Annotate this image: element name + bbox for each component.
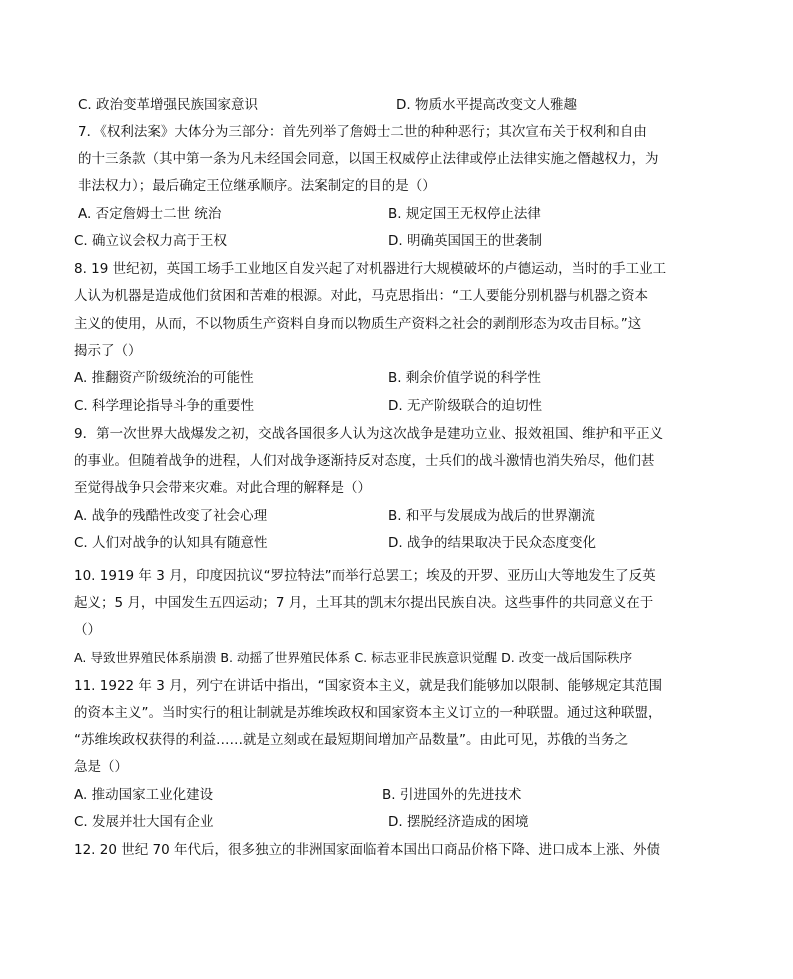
q10-stem-line-1: 10. 1919 年 3 月，印度因抗议“罗拉特法”而举行总罢工；埃及的开罗、亚历山大等地发生了反英 <box>74 568 656 584</box>
q9-stem-line-1: 9．第一次世界大战爆发之初，交战各国很多人认为这次战争是建功立业、报效祖国、维护和平正义 <box>74 426 664 442</box>
q11-option-d: D. 摆脱经济造成的困境 <box>388 814 529 830</box>
q9-option-a: A. 战争的残酷性改变了社会心理 <box>74 508 268 524</box>
q11-stem-line-2: 的资本主义”。当时实行的租让制就是苏维埃政权和国家资本主义订立的一种联盟。通过这种联盟， <box>74 705 662 721</box>
q11-option-c: C. 发展并壮大国有企业 <box>74 814 214 830</box>
q9-option-d: D. 战争的结果取决于民众态度变化 <box>388 535 596 551</box>
q11-stem-line-3: “苏维埃政权获得的利益……就是立刻或在最短期间增加产品数量”。由此可见，苏俄的当务之 <box>74 732 628 748</box>
q8-option-a: A. 推翻资产阶级统治的可能性 <box>74 370 254 386</box>
q10-stem-line-3: （） <box>74 622 101 638</box>
q7-option-c: C. 确立议会权力高于王权 <box>74 233 228 249</box>
q9-option-c: C. 人们对战争的认知具有随意性 <box>74 535 268 551</box>
q7-option-b: B. 规定国王无权停止法律 <box>388 206 541 222</box>
q9-stem-line-2: 的事业。但随着战争的进程，人们对战争逐渐持反对态度，士兵们的战斗激情也消失殆尽，他们甚 <box>74 453 655 469</box>
q6-option-c: C. 政治变革增强民族国家意识 <box>78 97 259 113</box>
q11-option-b: B. 引进国外的先进技术 <box>382 787 522 803</box>
q11-stem-line-4: 急是（） <box>74 759 128 775</box>
q7-stem-line-2: 的十三条款（其中第一条为凡未经国会同意，以国王权威停止法律或停止法律实施之僭越权力，为 <box>78 151 659 167</box>
q8-stem-line-1: 8. 19 世纪初，英国工场手工业地区自发兴起了对机器进行大规模破坏的卢德运动，当时的手工业工 <box>74 261 667 277</box>
q6-option-d: D. 物质水平提高改变文人雅趣 <box>396 97 577 113</box>
q8-stem-line-4: 揭示了（） <box>74 343 142 359</box>
q8-stem-line-2: 人认为机器是造成他们贫困和苦难的根源。对此，马克思指出：“工人要能分别机器与机器之资本 <box>74 288 648 304</box>
q11-stem-line-1: 11. 1922 年 3 月，列宁在讲话中指出，“国家资本主义，就是我们能够加以限制、能够规定其范围 <box>74 678 663 694</box>
q7-option-d: D. 明确英国国王的世袭制 <box>388 233 542 249</box>
q10-options: A. 导致世界殖民体系崩溃 B. 动摇了世界殖民体系 C. 标志亚非民族意识觉醒 D. 改变一战后国际秩序 <box>74 650 633 665</box>
q7-option-a: A. 否定詹姆士二世 统治 <box>78 206 222 222</box>
q9-option-b: B. 和平与发展成为战后的世界潮流 <box>388 508 595 524</box>
q8-stem-line-3: 主义的使用，从而，不以物质生产资料自身而以物质生产资料之社会的剥削形态为攻击目标。”这 <box>74 316 642 332</box>
q10-stem-line-2: 起义；5 月，中国发生五四运动；7 月，土耳其的凯末尔提出民族自决。这些事件的共同意义在于 <box>74 595 654 611</box>
q12-stem-line-1: 12. 20 世纪 70 年代后，很多独立的非洲国家面临着本国出口商品价格下降、进口成本上涨、外债 <box>74 842 660 858</box>
q11-option-a: A. 推动国家工业化建设 <box>74 787 214 803</box>
q8-option-d: D. 无产阶级联合的迫切性 <box>388 398 542 414</box>
q9-stem-line-3: 至觉得战争只会带来灾难。对此合理的解释是（） <box>74 480 371 496</box>
q7-stem-line-1: 7．《权利法案》大体分为三部分：首先列举了詹姆士二世的种种恶行；其次宣布关于权利和自由 <box>78 124 647 140</box>
q8-option-c: C. 科学理论指导斗争的重要性 <box>74 398 255 414</box>
q7-stem-line-3: 非法权力）；最后确定王位继承顺序。法案制定的目的是（） <box>78 178 436 194</box>
q8-option-b: B. 剩余价值学说的科学性 <box>388 370 541 386</box>
